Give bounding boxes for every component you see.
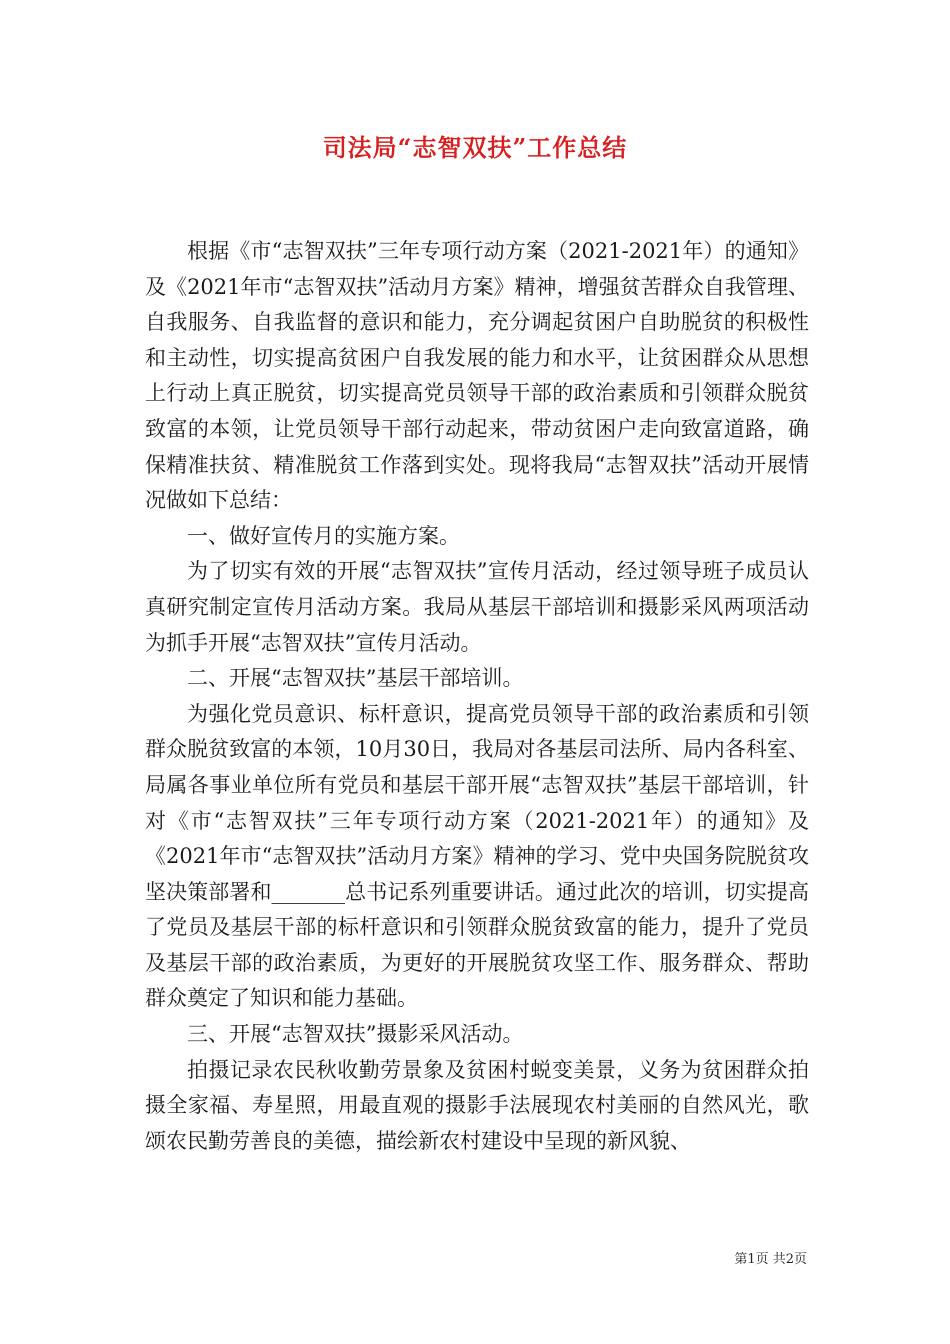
page-number: 第1页 共2页 (734, 1252, 807, 1267)
paragraph-intro: 根据《市“志智双扶”三年专项行动方案（2021-2021年）的通知》及《2021年市“志智双扶”活动月方案》精神，增强贫苦群众自我管理、自我服务、自我监督的意识和能力，充分调起贫困户自助脱贫的积极性和主动性，切实提高贫困户自我发展的能力和水平，让贫困群众从思想上行动上真正脱贫，切实提高党员领导干部的政治素质和引领群众脱贫致富的本领，让党员领导干部行动起来，带动贫困户走向致富道路，确保精准扶贫、精准脱贫工作落到实处。现将我局“志智双扶”活动开展情况做如下总结： (145, 239, 809, 513)
paragraph-section-3: 拍摄记录农民秋收勤劳景象及贫困村蜕变美景，义务为贫困群众拍摄全家福、寿星照，用最直观的摄影手法展现农村美丽的自然风光，歌颂农民勤劳善良的美德，描绘新农村建设中呈现的新风貌、 (145, 1057, 809, 1153)
paragraph-section-1: 为了切实有效的开展“志智双扶”宣传月活动，经过领导班子成员认真研究制定宣传月活动方案。我局从基层干部培训和摄影采风两项活动为抓手开展“志智双扶”宣传月活动。 (145, 559, 809, 655)
section-heading-1: 一、做好宣传月的实施方案。 (187, 523, 460, 548)
section-heading-3: 三、开展“志智双扶”摄影采风活动。 (187, 1022, 524, 1047)
document-title: 司法局“志智双扶”工作总结 (322, 133, 628, 162)
paragraph-section-2: 为强化党员意识、标杆意识，提高党员领导干部的政治素质和引领群众脱贫致富的本领，10月30日，我局对各基层司法所、局内各科室、局属各事业单位所有党员和基层干部开展“志智双扶”基层干部培训，针对《市“志智双扶”三年专项行动方案（2021-2021年）的通知》及《2021年市“志智双扶”活动月方案》精神的学习、党中央国务院脱贫攻坚决策部署和_______总书记系列重要讲话。通过此次的培训，切实提高了党员及基层干部的标杆意识和引领群众脱贫致富的能力，提升了党员及基层干部的政治素质，为更好的开展脱贫攻坚工作、服务群众、帮助群众奠定了知识和能力基础。 (145, 701, 809, 1011)
section-heading-2: 二、开展“志智双扶”基层干部培训。 (187, 666, 524, 691)
document-body (145, 234, 809, 1159)
